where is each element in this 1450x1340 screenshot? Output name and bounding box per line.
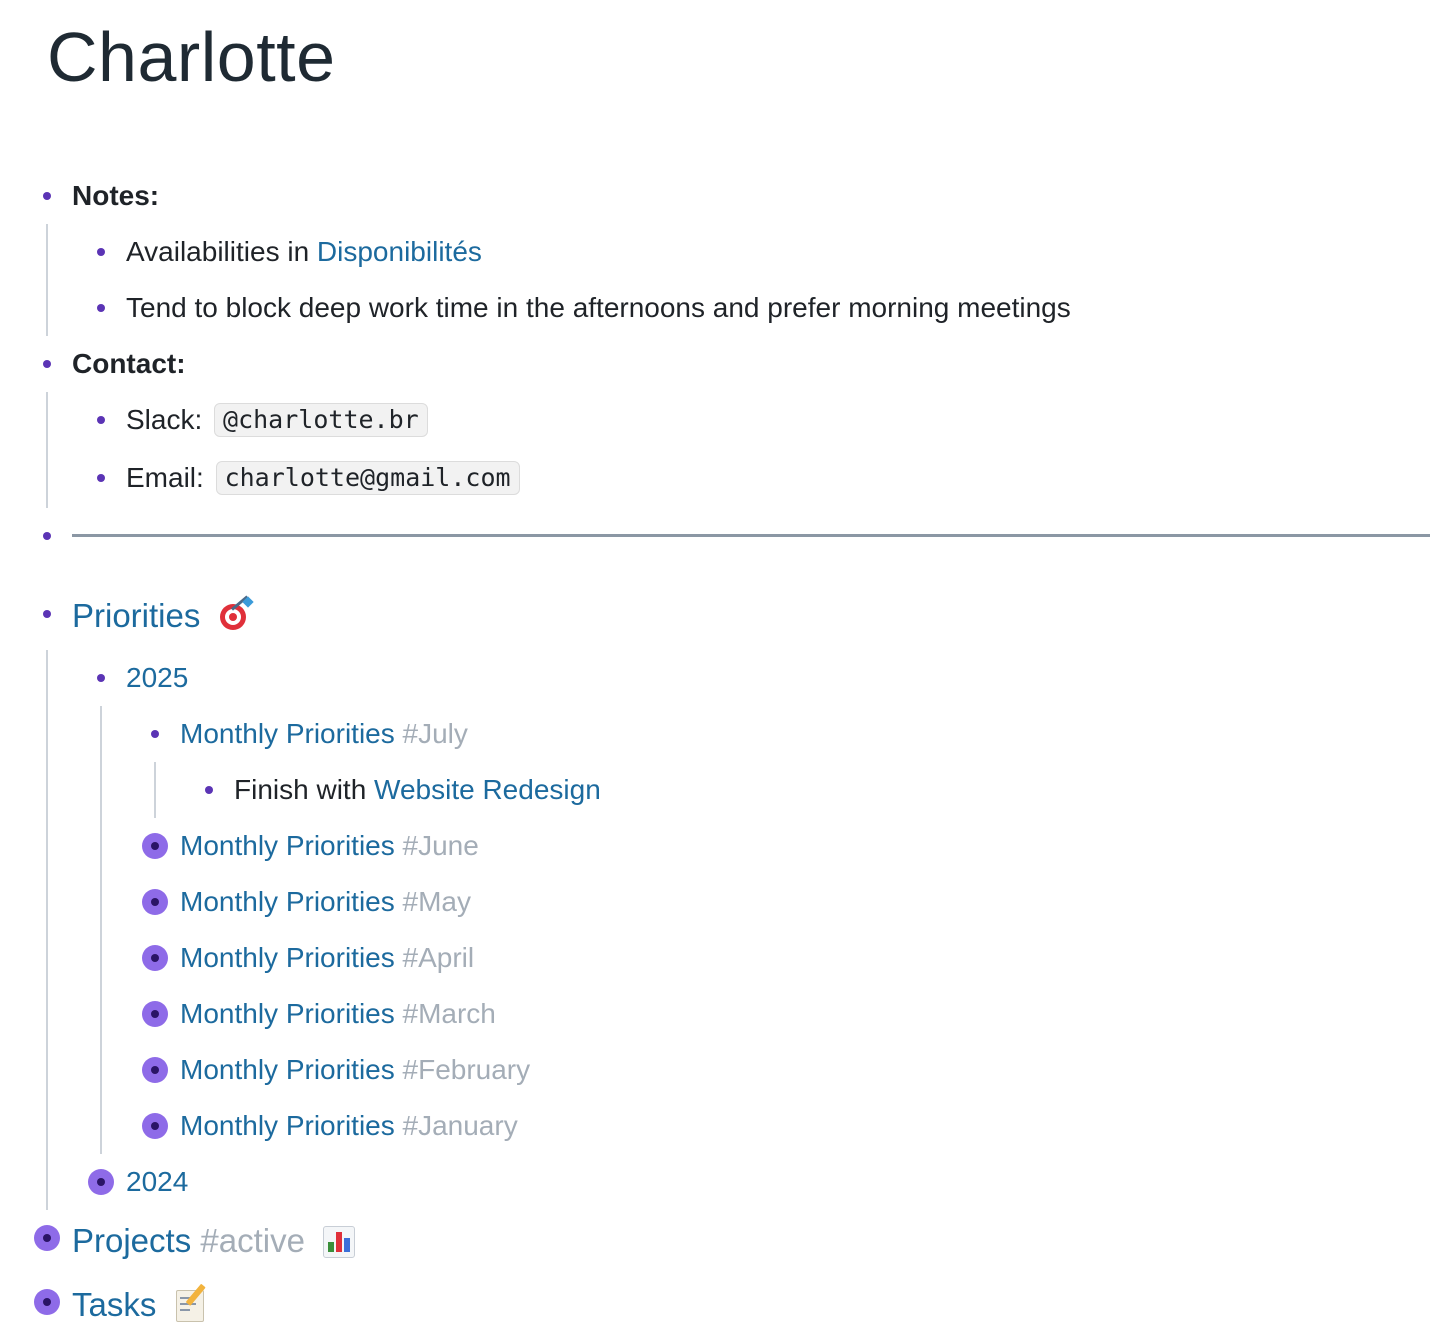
block-year-2024[interactable]: [126, 1162, 188, 1202]
block-priorities[interactable]: [72, 596, 252, 636]
bullet[interactable]: [205, 786, 213, 794]
bullet[interactable]: [97, 248, 105, 256]
email-label: Email:: [126, 462, 204, 493]
monthly-priorities-link[interactable]: Monthly Priorities: [180, 886, 395, 917]
availability-prefix: Availabilities in: [126, 236, 310, 267]
block-priorities-march[interactable]: [180, 994, 496, 1034]
collapsed-bullet[interactable]: [142, 1057, 168, 1083]
monthly-priorities-link[interactable]: Monthly Priorities: [180, 718, 395, 749]
bar-chart-icon: [322, 1223, 356, 1257]
priorities-thread-line[interactable]: [46, 650, 48, 1210]
block-preference[interactable]: [126, 288, 1071, 328]
collapsed-bullet[interactable]: [34, 1289, 60, 1315]
collapsed-bullet[interactable]: [34, 1225, 60, 1251]
tag-active[interactable]: #active: [200, 1222, 305, 1259]
year-2025-thread-line[interactable]: [100, 706, 102, 1154]
bullet[interactable]: [97, 474, 105, 482]
collapsed-bullet[interactable]: [142, 889, 168, 915]
notes-thread-line[interactable]: [46, 224, 48, 336]
slack-handle-code: @charlotte.br: [214, 403, 428, 437]
block-slack[interactable]: [126, 400, 428, 440]
finish-with-text: Finish with: [234, 774, 367, 805]
availability-page-link[interactable]: Disponibilités: [316, 236, 482, 267]
block-availabilities[interactable]: [126, 232, 482, 272]
contact-thread-line[interactable]: [46, 392, 48, 508]
tag-january[interactable]: #January: [402, 1110, 518, 1141]
collapsed-bullet[interactable]: [142, 1113, 168, 1139]
tasks-page-link[interactable]: Tasks: [72, 1286, 157, 1323]
block-year-2025[interactable]: [126, 658, 188, 698]
preference-text: Tend to block deep work time in the afternoons and prefer morning meetings: [126, 292, 1071, 323]
year-2025-link[interactable]: 2025: [126, 662, 189, 693]
notes-label: Notes:: [72, 180, 160, 211]
bullet[interactable]: [43, 532, 51, 540]
monthly-priorities-link[interactable]: Monthly Priorities: [180, 998, 395, 1029]
horizontal-divider: [72, 534, 1430, 537]
priorities-page-link[interactable]: Priorities: [72, 597, 201, 634]
bullet[interactable]: [43, 360, 51, 368]
july-thread-line[interactable]: [154, 762, 156, 818]
bullet[interactable]: [97, 304, 105, 312]
contact-label: Contact:: [72, 348, 186, 379]
tag-march[interactable]: #March: [402, 998, 496, 1029]
bullet[interactable]: [97, 416, 105, 424]
block-contact[interactable]: [72, 344, 186, 384]
block-projects[interactable]: [72, 1221, 356, 1261]
block-priorities-february[interactable]: [180, 1050, 530, 1090]
slack-label: Slack:: [126, 404, 203, 435]
monthly-priorities-link[interactable]: Monthly Priorities: [180, 1054, 395, 1085]
bullet[interactable]: [151, 730, 159, 738]
tag-june[interactable]: #June: [402, 830, 479, 861]
block-website-redesign[interactable]: [234, 770, 601, 810]
tag-february[interactable]: #February: [402, 1054, 531, 1085]
block-priorities-june[interactable]: [180, 826, 479, 866]
collapsed-bullet[interactable]: [142, 833, 168, 859]
website-redesign-link[interactable]: Website Redesign: [374, 774, 601, 805]
monthly-priorities-link[interactable]: Monthly Priorities: [180, 1110, 395, 1141]
bullet[interactable]: [97, 674, 105, 682]
block-priorities-january[interactable]: [180, 1106, 518, 1146]
tag-may[interactable]: #May: [402, 886, 471, 917]
tag-april[interactable]: #April: [402, 942, 475, 973]
block-tasks[interactable]: [72, 1285, 208, 1325]
block-email[interactable]: [126, 458, 520, 498]
block-notes[interactable]: [72, 176, 159, 216]
tag-july[interactable]: #July: [402, 718, 468, 749]
direct-hit-icon: [218, 598, 252, 632]
collapsed-bullet[interactable]: [142, 1001, 168, 1027]
collapsed-bullet[interactable]: [88, 1169, 114, 1195]
projects-page-link[interactable]: Projects: [72, 1222, 192, 1259]
monthly-priorities-link[interactable]: Monthly Priorities: [180, 830, 395, 861]
monthly-priorities-link[interactable]: Monthly Priorities: [180, 942, 395, 973]
collapsed-bullet[interactable]: [142, 945, 168, 971]
email-address-code: charlotte@gmail.com: [216, 461, 520, 495]
year-2024-link[interactable]: 2024: [126, 1166, 189, 1197]
memo-icon: [174, 1287, 208, 1321]
bullet[interactable]: [43, 610, 51, 618]
bullet[interactable]: [43, 192, 51, 200]
block-priorities-may[interactable]: [180, 882, 471, 922]
block-priorities-july[interactable]: [180, 714, 468, 754]
block-priorities-april[interactable]: [180, 938, 474, 978]
page-title: Charlotte: [47, 18, 336, 96]
